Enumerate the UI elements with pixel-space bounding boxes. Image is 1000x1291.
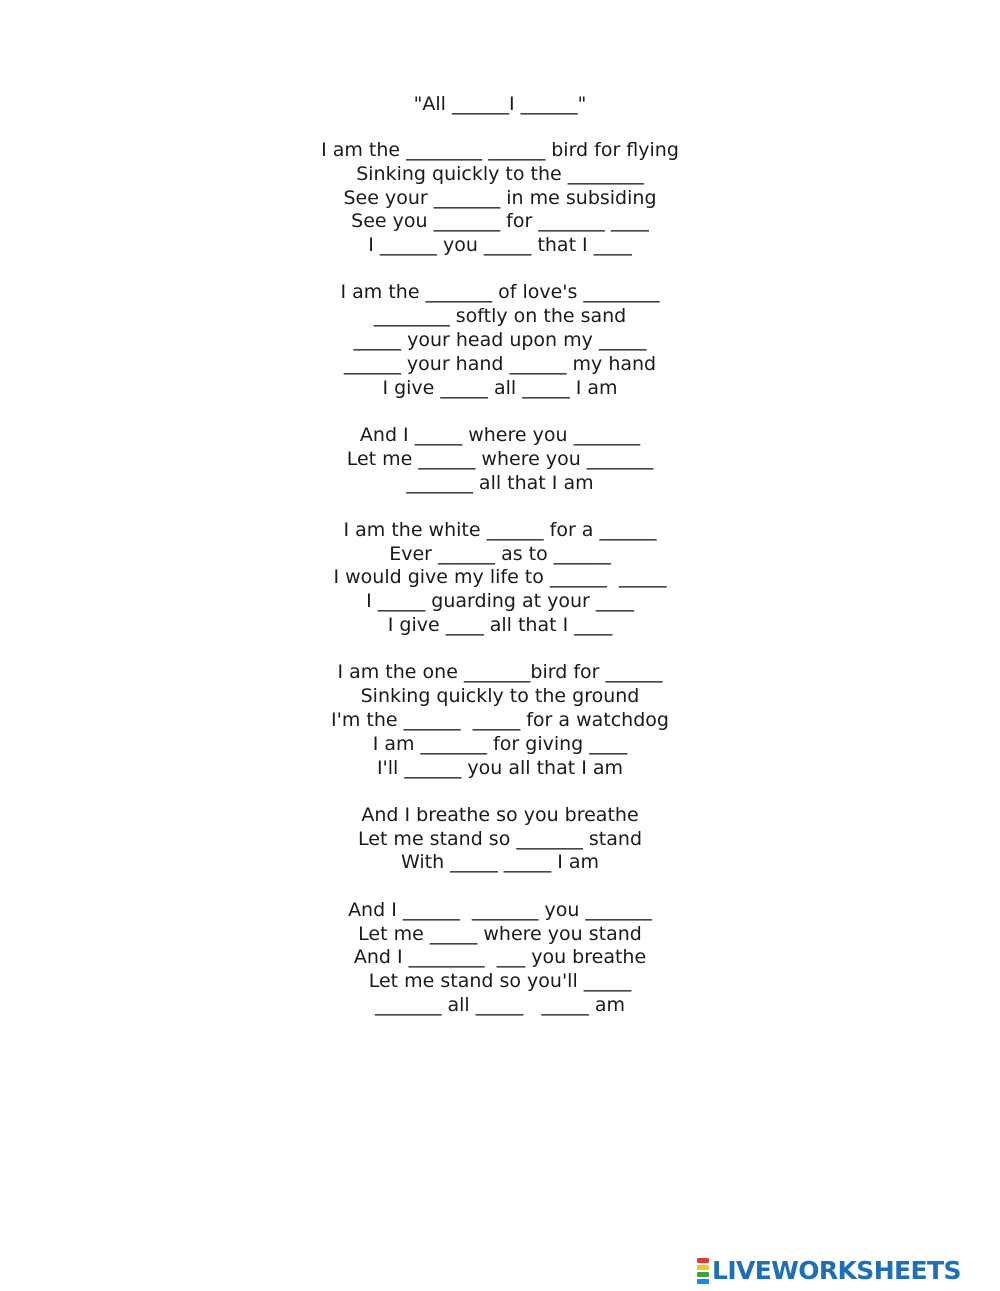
lyric-line: And I ________ ___ you breathe [353, 946, 647, 969]
lyric-line: See your _______ in me subsiding [343, 186, 657, 209]
lyric-line: And I breathe so you breathe [361, 803, 639, 826]
worksheet [0, 92, 1000, 1041]
logo-block-yellow [697, 1265, 709, 1270]
lyric-line: I am the one _______bird for ______ [337, 661, 663, 684]
song-title: "All ______I ______" [413, 93, 587, 115]
lyric-line: Let me ______ where you _______ [346, 447, 654, 470]
liveworksheets-logo-icon [697, 1257, 709, 1285]
lyric-line: See you _______ for _______ ____ [351, 210, 649, 233]
liveworksheets-brand [697, 1254, 961, 1288]
lyric-line: And I ______ _______ you _______ [348, 898, 652, 921]
lyric-line: ________ softly on the sand [373, 305, 627, 328]
lyric-line: I'm the ______ _____ for a watchdog [331, 708, 669, 731]
lyric-line: I give ____ all that I ____ [387, 614, 613, 637]
lyric-line: _____ your head upon my _____ [353, 329, 647, 352]
stanza-7 [0, 899, 1000, 1018]
lyric-line: And I _____ where you _______ [359, 423, 641, 446]
lyric-line: Sinking quickly to the ________ [356, 162, 644, 185]
logo-block-red [697, 1258, 709, 1263]
lyric-line: I am the white ______ for a ______ [343, 518, 657, 541]
lyric-line: I would give my life to ______ _____ [333, 566, 667, 589]
stanza-3 [0, 424, 1000, 495]
stanza-6 [0, 804, 1000, 875]
lyric-line: _______ all that I am [406, 471, 594, 494]
stanza-1 [0, 139, 1000, 258]
lyric-line: Let me stand so _______ stand [358, 827, 642, 850]
lyric-line: Let me _____ where you stand [358, 922, 642, 945]
stanza-4 [0, 519, 1000, 638]
logo-block-green [697, 1272, 709, 1277]
lyric-line: _______ all _____ _____ am [374, 993, 626, 1016]
lyric-line: Let me stand so you'll _____ [368, 970, 632, 993]
stanza-2 [0, 281, 1000, 400]
lyric-line: I'll ______ you all that I am [376, 756, 624, 779]
lyric-line: I ______ you _____ that I ____ [368, 234, 632, 257]
lyric-line: Sinking quickly to the ground [360, 685, 640, 708]
stanza-5 [0, 661, 1000, 780]
lyric-line: I _____ guarding at your ____ [366, 590, 634, 613]
lyric-line: ______ your hand ______ my hand [343, 352, 657, 375]
lyric-line: I am the _______ of love's ________ [340, 281, 660, 304]
logo-block-blue [697, 1279, 709, 1284]
lyric-line: With _____ _____ I am [400, 851, 600, 874]
lyric-line: Ever ______ as to ______ [389, 542, 611, 565]
lyric-line: I am _______ for giving ____ [372, 732, 628, 755]
brand-wordmark: LIVEWORKSHEETS [712, 1256, 961, 1285]
lyric-line: I give _____ all _____ I am [382, 376, 618, 399]
lyric-line: I am the ________ ______ bird for flying [321, 139, 679, 161]
